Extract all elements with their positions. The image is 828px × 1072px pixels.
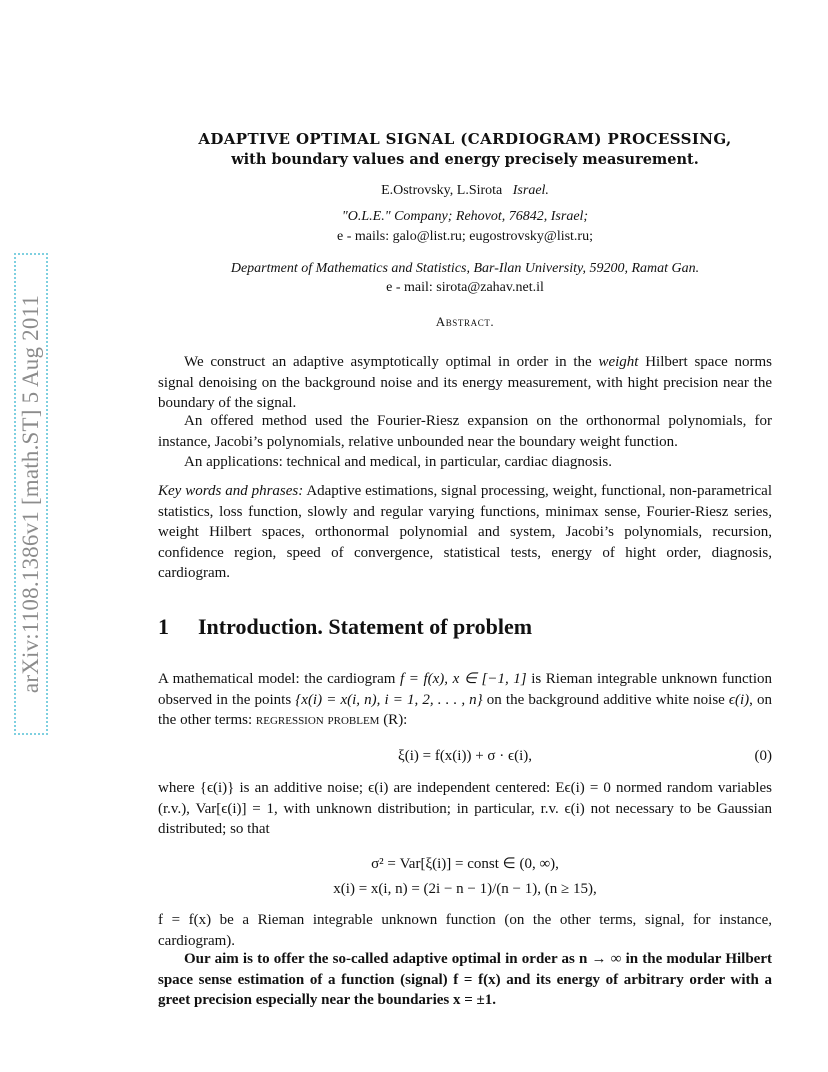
authors — [158, 183, 772, 199]
intro-paragraph-2: where {ϵ(i)} is an additive noise; ϵ(i) are independent centered: Eϵ(i) = 0 normed random variables (r.v.), Var[ϵ(i)] = 1, with unknown distribution; in particular, r.v. ϵ(i) not necessary to be Gaussian distributed; so that — [158, 780, 772, 837]
author-names: E.Ostrovsky, L.Sirota — [381, 183, 503, 198]
arxiv-stamp-text: arXiv:1108.1386v1 [math.ST] 5 Aug 2011 — [18, 294, 43, 694]
abstract-p1-emphasis: weight — [598, 354, 639, 370]
intro-paragraph-4: Our aim is to offer the so-called adaptive optimal in order as n → ∞ in the modular Hilbert space sense estimation of a function (signal) f = f(x) and its energy of arbitrary order with a greet precision especially near the boundaries x = ±1. — [158, 951, 772, 1008]
equation-0: ξ(i) = f(x(i)) + σ · ϵ(i), — [398, 748, 532, 764]
intro-p1-math-2: {x(i) = x(i, n), i = 1, 2, . . . , n} — [295, 691, 483, 708]
section-heading — [158, 614, 532, 640]
abstract-p1-text-b: Hilbert space norms signal denoising on the background noise and its energy measurement, with hight precision near the boundary of the signal. — [158, 354, 772, 411]
intro-paragraph-1 — [158, 669, 772, 731]
intro-p1-smallcaps: regression problem — [255, 712, 380, 728]
arxiv-stamp — [14, 253, 48, 735]
abstract-paragraph-2: An offered method used the Fourier-Riesz expansion on the orthonormal polynomials, for instance, Jacobi’s polynomials, relative unbounded near the boundary weight function. — [158, 413, 772, 450]
emails-1: e - mails: galo@list.ru; eugostrovsky@list.ru; — [337, 229, 593, 244]
intro-p1-math-3: ϵ(i) — [728, 691, 750, 708]
title-line-1: ADAPTIVE OPTIMAL SIGNAL (CARDIOGRAM) PROCESSING, — [198, 130, 732, 148]
equation-1: σ² = Var[ξ(i)] = const ∈ (0, ∞), — [371, 856, 559, 872]
title-line-2: with boundary values and energy precisely measurement. — [231, 151, 699, 168]
keywords-label: Key words and phrases: — [158, 483, 304, 499]
affiliation-1: "O.L.E." Company; Rehovot, 76842, Israel; — [341, 209, 589, 224]
section-number: 1 — [158, 614, 169, 639]
intro-p1-text-a: A mathematical model: the cardiogram — [158, 671, 400, 687]
abstract-paragraph-3: An applications: technical and medical, in particular, cardiac diagnosis. — [184, 454, 612, 470]
affiliation-2: Department of Mathematics and Statistics, Bar-Ilan University, 59200, Ramat Gan. — [230, 261, 700, 276]
email-2: e - mail: sirota@zahav.net.il — [386, 280, 544, 295]
intro-paragraph-3: f = f(x) be a Rieman integrable unknown function (on the other terms, signal, for instance, cardiogram). — [158, 912, 772, 949]
equation-2: x(i) = x(i, n) = (2i − n − 1)/(n − 1), (n ≥ 15), — [333, 881, 597, 897]
intro-p1-text-d: , on the other terms: — [158, 691, 772, 728]
intro-p1-text-c: on the background additive white noise — [482, 691, 729, 708]
intro-p1-text-b: is Rieman integrable unknown function observed in the points — [158, 671, 772, 708]
section-title: Introduction. Statement of problem — [198, 614, 533, 639]
abstract-paragraph-1 — [158, 352, 772, 414]
intro-p1-text-e: (R): — [379, 712, 408, 728]
keywords-text: Adaptive estimations, signal processing, weight, functional, non-parametrical statistics, loss function, slowly and regular varying functions, minimax sense, Fourier-Riesz series, weight Hilbert spaces, orthonormal polynomial and system, Jacobi’s polynomials, recursion, confidence region, speed of convergence, statistical tests, energy of hight order, diagnosis, cardiogram. — [158, 483, 772, 581]
abstract-heading: Abstract. — [435, 314, 495, 329]
author-country: Israel. — [512, 183, 549, 198]
equation-0-number: (0) — [754, 748, 772, 764]
keywords — [158, 481, 772, 584]
abstract-p1-text-a: We construct an adaptive asymptotically optimal in order in the — [184, 354, 599, 370]
intro-p1-math-1: f = f(x), x ∈ [−1, 1] — [400, 671, 527, 687]
